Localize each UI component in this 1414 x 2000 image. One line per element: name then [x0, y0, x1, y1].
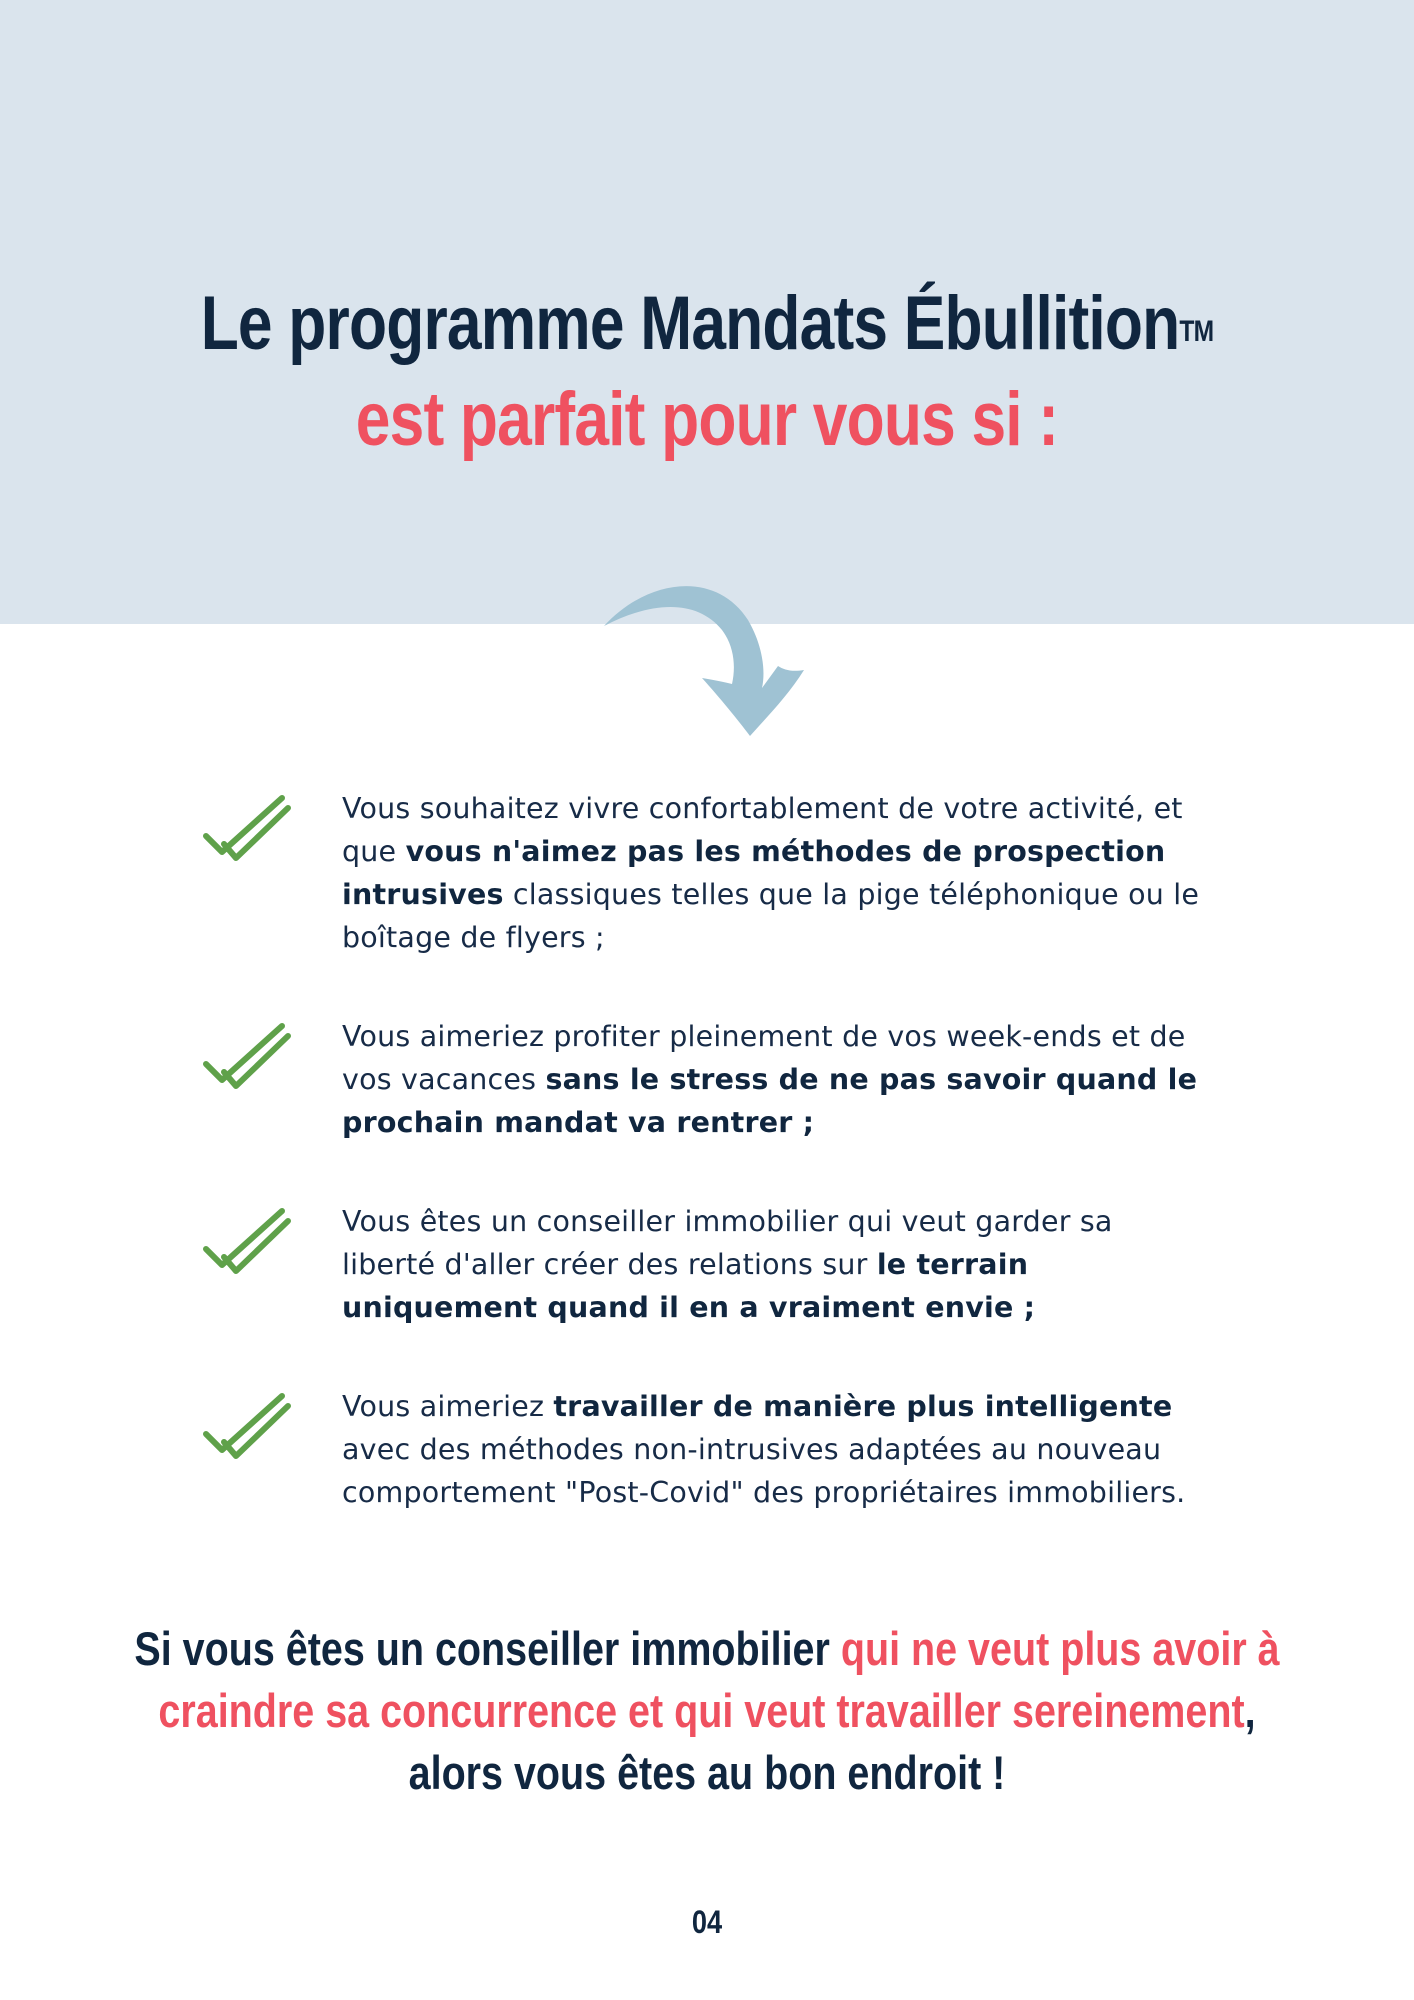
page-title — [127, 276, 1286, 468]
closing-text-regular: Si vous êtes un conseiller immobilier — [134, 1622, 841, 1675]
checklist-item-text — [342, 1385, 1202, 1514]
curved-arrow-icon — [598, 570, 818, 740]
double-check-icon — [200, 1020, 294, 1096]
double-check-icon — [200, 1390, 294, 1466]
checklist-item-text — [342, 787, 1202, 959]
item-text-regular: avec des méthodes non-intrusives adaptées au nouveau comportement "Post-Covid" des propriétaires immobiliers. — [342, 1433, 1186, 1509]
title-line-1 — [127, 276, 1286, 372]
item-text-regular: classiques telles que la pige téléphonique ou le boîtage de flyers ; — [342, 878, 1200, 954]
page-number: 04 — [691, 1904, 723, 1940]
closing-text-highlight: qui ne veut plus avoir à craindre sa concurrence et qui veut travailler sereinement — [158, 1622, 1280, 1737]
checklist-item-text — [342, 1200, 1202, 1329]
item-text-regular: Vous souhaitez vivre confortablement de votre activité, et que — [342, 792, 1183, 868]
closing-statement — [113, 1618, 1301, 1804]
title-line-1-text: Le programme Mandats Ébullition — [200, 281, 1180, 366]
item-text-bold: vous n'aimez pas les méthodes de prospection intrusives — [342, 835, 1166, 911]
double-check-icon — [200, 1205, 294, 1281]
item-text-regular: Vous êtes un conseiller immobilier qui veut garder sa liberté d'aller créer des relations sur — [342, 1205, 1113, 1281]
item-text-bold: travailler de manière plus intelligente — [553, 1390, 1173, 1423]
item-text-bold: le terrain uniquement quand il en a vraiment envie ; — [342, 1248, 1036, 1324]
item-text-bold: sans le stress de ne pas savoir quand le prochain mandat va rentrer ; — [342, 1063, 1198, 1139]
item-text-regular: Vous aimeriez — [342, 1390, 554, 1423]
checklist-item-text — [342, 1015, 1202, 1144]
closing-text-regular: , alors vous êtes au bon endroit ! — [408, 1684, 1256, 1799]
item-text-regular: Vous aimeriez profiter pleinement de vos week-ends et de vos vacances — [342, 1020, 1186, 1096]
trademark-symbol: TM — [1179, 315, 1214, 348]
double-check-icon — [200, 792, 294, 868]
title-line-2: est parfait pour vous si : — [355, 377, 1059, 462]
